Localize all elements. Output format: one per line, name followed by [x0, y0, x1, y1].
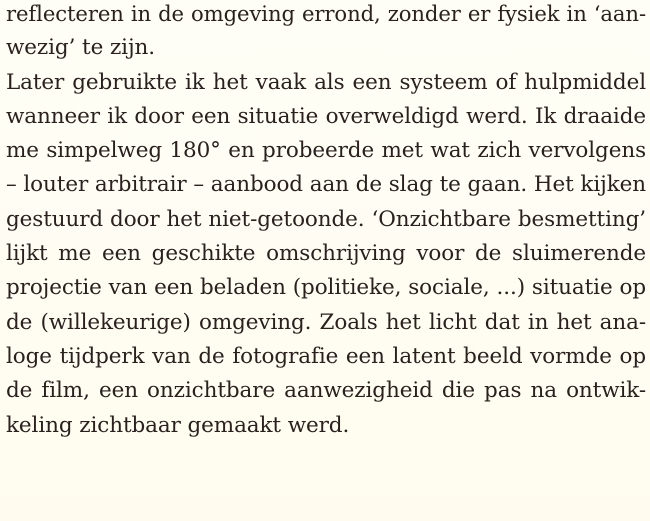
text-line: loge tijdperk van de fotografie een latent beeld vormde op	[6, 343, 646, 369]
text-line: de (willekeurige) omgeving. Zoals het licht dat in het ana-	[6, 309, 646, 335]
text-line: lijkt me een geschikte omschrijving voor de sluimerende	[6, 241, 646, 267]
body-text	[6, 0, 646, 443]
text-line: wanneer ik door een situatie overweldigd werd. Ik draaide	[6, 103, 646, 129]
text-line: keling zichtbaar gemaakt werd.	[6, 412, 350, 438]
text-line: projectie van een beladen (politieke, sociale, ...) situatie op	[6, 275, 646, 301]
text-line: gestuurd door het niet-getoonde. ‘Onzichtbare besmetting’	[6, 206, 646, 232]
text-line: de film, een onzichtbare aanwezigheid die pas na ontwik-	[6, 378, 646, 404]
text-line: reflecteren in de omgeving errond, zonder er fysiek in ‘aan-	[6, 1, 646, 26]
text-line: me simpelweg 180° en probeerde met wat zich vervolgens	[6, 138, 646, 164]
text-line: – louter arbitrair – aanbood aan de slag te gaan. Het kijken	[6, 172, 646, 198]
text-line: wezig’ te zijn.	[6, 35, 156, 61]
text-line: Later gebruikte ik het vaak als een systeem of hulpmiddel	[6, 69, 646, 95]
